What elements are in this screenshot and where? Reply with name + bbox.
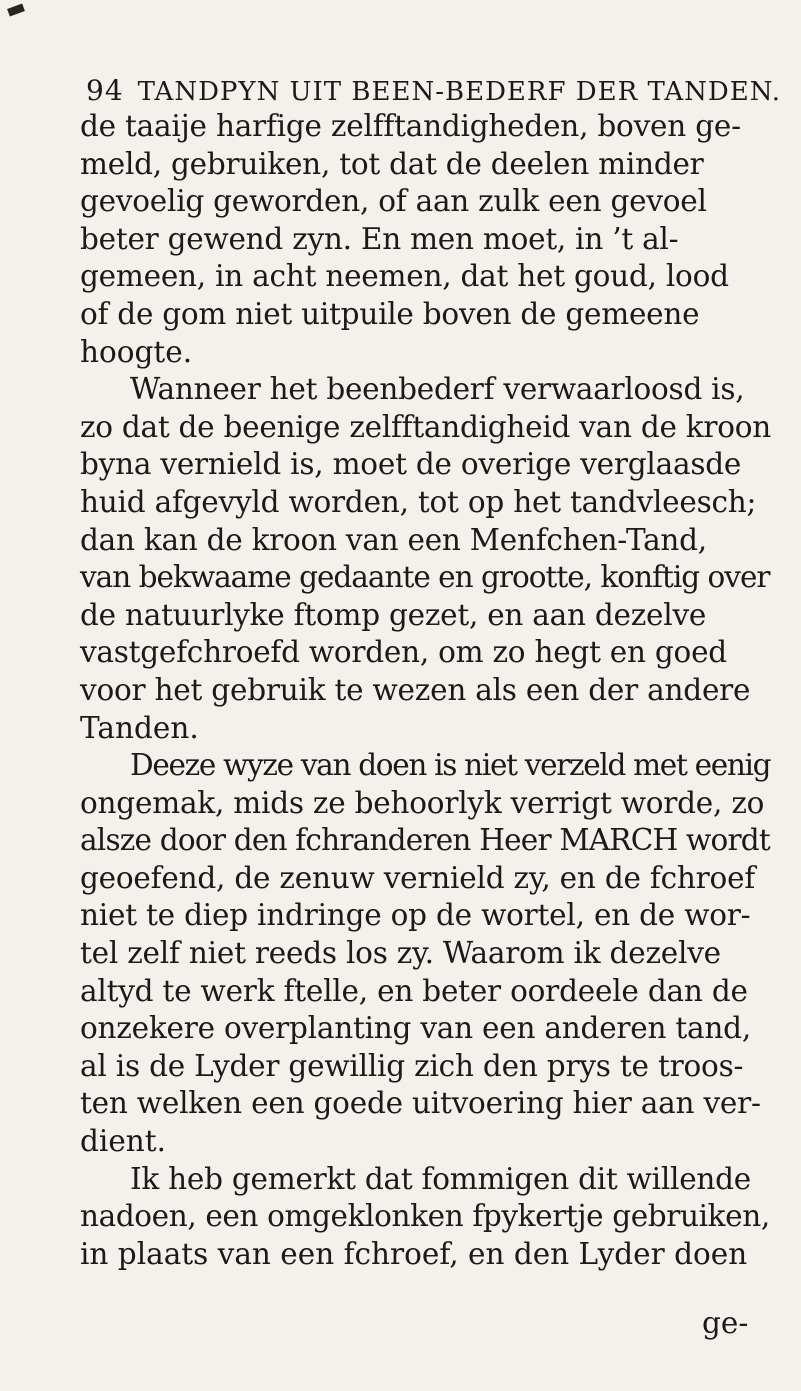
text-line: Ik heb gemerkt dat fommigen dit willende [130, 1161, 751, 1196]
text-line: beter gewend zyn. En men moet, in ’t al- [80, 221, 679, 256]
running-head [86, 74, 781, 107]
text-line: Tanden. [80, 710, 199, 745]
paragraph [80, 108, 780, 371]
text-line: gevoelig geworden, of aan zulk een gevoel [80, 184, 707, 219]
text-line: zo dat de beenige zelfftandigheid van de kroon [80, 409, 771, 444]
text-line: dan kan de kroon van een Menfchen-Tand, [80, 522, 707, 557]
text-line: nadoen, een omgeklonken fpykertje gebruiken, [80, 1199, 770, 1234]
text-line: onzekere overplanting van een anderen tand, [80, 1011, 751, 1046]
text-line: Wanneer het beenbederf verwaarloosd is, [130, 372, 745, 407]
text-line: meld, gebruiken, tot dat de deelen minder [80, 146, 704, 181]
running-title: TANDPYN UIT BEEN-BEDERF DER TANDEN. [137, 77, 782, 107]
text-line: tel zelf niet reeds los zy. Waarom ik dezelve [80, 936, 721, 971]
catchword: ge- [702, 1306, 749, 1340]
page-number: 94 [86, 74, 124, 107]
text-line: gemeen, in acht neemen, dat het goud, lood [80, 259, 729, 294]
text-line: alsze door den fchranderen Heer MARCH wordt [80, 823, 770, 858]
text-line: al is de Lyder gewillig zich den prys te troos- [80, 1048, 744, 1083]
text-line: dient. [80, 1124, 167, 1159]
text-line: byna vernield is, moet de overige verglaasde [80, 447, 742, 482]
text-line: hoogte. [80, 334, 193, 369]
paragraph [80, 1161, 780, 1274]
text-line: vastgefchroefd worden, om zo hegt en goed [80, 635, 727, 670]
text-line: of de gom niet uitpuile boven de gemeene [80, 296, 700, 331]
text-line: van bekwaame gedaante en grootte, konftig over [80, 560, 770, 595]
text-line: ten welken een goede uitvoering hier aan ver- [80, 1086, 761, 1121]
text-line: ongemak, mids ze behoorlyk verrigt worde, zo [80, 785, 765, 820]
paragraph [80, 371, 780, 747]
text-line: de taaije harfige zelfftandigheden, boven ge- [80, 109, 741, 143]
text-line: voor het gebruik te wezen als een der andere [80, 672, 751, 707]
text-line: de natuurlyke ftomp gezet, en aan dezelve [80, 597, 707, 632]
text-line: huid afgevyld worden, tot op het tandvleesch; [80, 484, 757, 519]
text-line: Deeze wyze van doen is niet verzeld met eenig [130, 748, 771, 783]
text-line: altyd te werk ftelle, en beter oordeele dan de [80, 973, 748, 1008]
text-line: niet te diep indringe op de wortel, en de wor- [80, 898, 751, 933]
paragraph [80, 747, 780, 1161]
text-line: in plaats van een fchroef, en den Lyder doen [80, 1236, 748, 1271]
text-line: geoefend, de zenuw vernield zy, en de fchroef [80, 860, 756, 895]
ink-mark [7, 4, 25, 17]
body-text [80, 108, 780, 1273]
